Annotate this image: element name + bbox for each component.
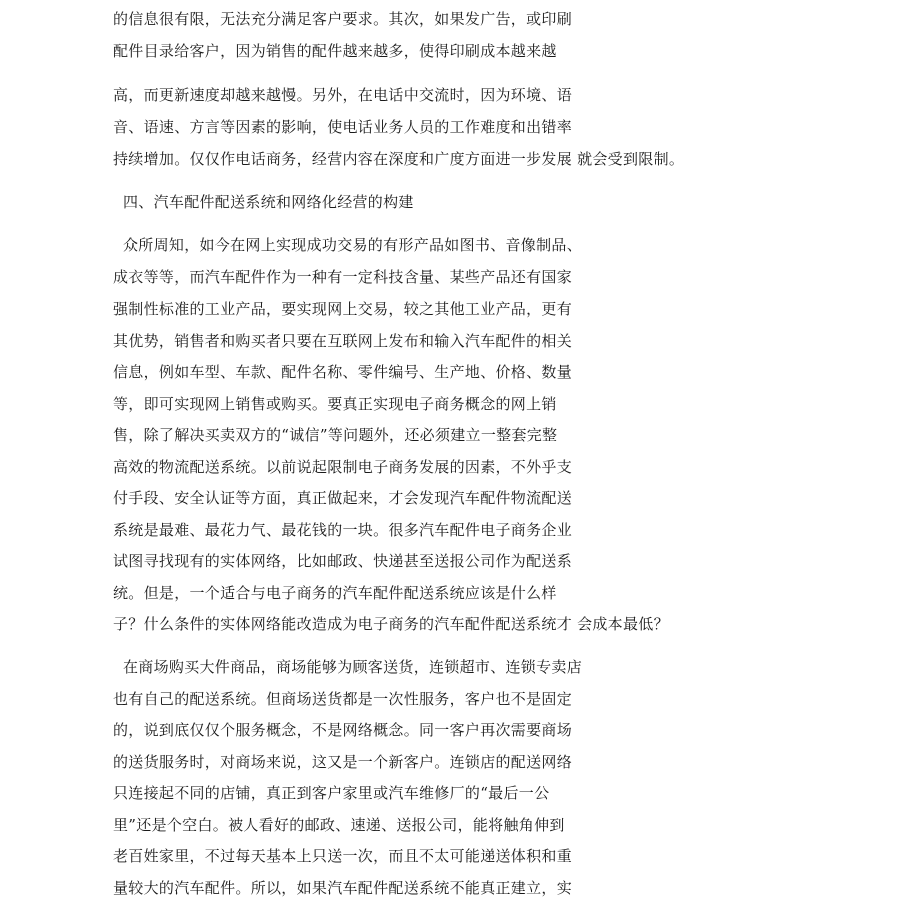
text-line: 付手段、安全认证等方面，真正做起来，才会发现汽车配件物流配送 [113,489,573,507]
text-line: 只连接起不同的店铺，真正到客户家里或汽车维修厂的“最后一公 [113,784,550,802]
text-line: 量较大的汽车配件。所以，如果汽车配件配送系统不能真正建立，实 [113,879,573,897]
text-line: 等，即可实现网上销售或购买。要真正实现电子商务概念的网上销 [113,395,557,413]
text-line: 的信息很有限，无法充分满足客户要求。其次，如果发广告，或印刷 [113,10,573,28]
text-line: 众所周知，如今在网上实现成功交易的有形产品如图书、音像制品、 [123,236,583,254]
text-line: 成衣等等，而汽车配件作为一种有一定科技含量、某些产品还有国家 [113,268,573,286]
text-line: 其优势，销售者和购买者只要在互联网上发布和输入汽车配件的相关 [113,332,573,350]
text-line: 的送货服务时，对商场来说，这又是一个新客户。连锁店的配送网络 [113,753,573,771]
text-line: 也有自己的配送系统。但商场送货都是一次性服务，客户也不是固定 [113,690,573,708]
text-line: 试图寻找现有的实体网络，比如邮政、快递甚至送报公司作为配送系 [113,552,573,570]
text-line: 高效的物流配送系统。以前说起限制电子商务发展的因素，不外乎支 [113,458,573,476]
text-line: 系统是最难、最花力气、最花钱的一块。很多汽车配件电子商务企业 [113,521,573,539]
text-line: 配件目录给客户，因为销售的配件越来越多，使得印刷成本越来越 [113,42,557,60]
text-line: 信息，例如车型、车款、配件名称、零件编号、生产地、价格、数量 [113,363,573,381]
section-heading: 四、汽车配件配送系统和网络化经营的构建 [123,193,414,211]
text-line: 在商场购买大件商品，商场能够为顾客送货，连锁超市、连锁专卖店 [123,658,583,676]
text-line: 的，说到底仅仅个服务概念，不是网络概念。同一客户再次需要商场 [113,721,573,739]
text-line: 老百姓家里，不过每天基本上只送一次，而且不太可能递送体积和重 [113,847,573,865]
text-line: 里”还是个空白。被人看好的邮政、速递、送报公司，能将触角伸到 [113,816,565,834]
text-line: 售，除了解决买卖双方的“诚信”等问题外，还必须建立一整套完整 [113,426,558,444]
text-line: 强制性标准的工业产品，要实现网上交易，较之其他工业产品，更有 [113,300,573,318]
text-line: 音、语速、方言等因素的影响，使电话业务人员的工作难度和出错率 [113,118,573,136]
text-line: 子？什么条件的实体网络能改造成为电子商务的汽车配件配送系统才 会成本最低？ [113,615,669,633]
text-line: 统。但是，一个适合与电子商务的汽车配件配送系统应该是什么样 [113,584,557,602]
text-line: 高，而更新速度却越来越慢。另外，在电话中交流时，因为环境、语 [113,86,573,104]
text-line: 持续增加。仅仅作电话商务，经营内容在深度和广度方面进一步发展 就会受到限制。 [113,150,685,168]
